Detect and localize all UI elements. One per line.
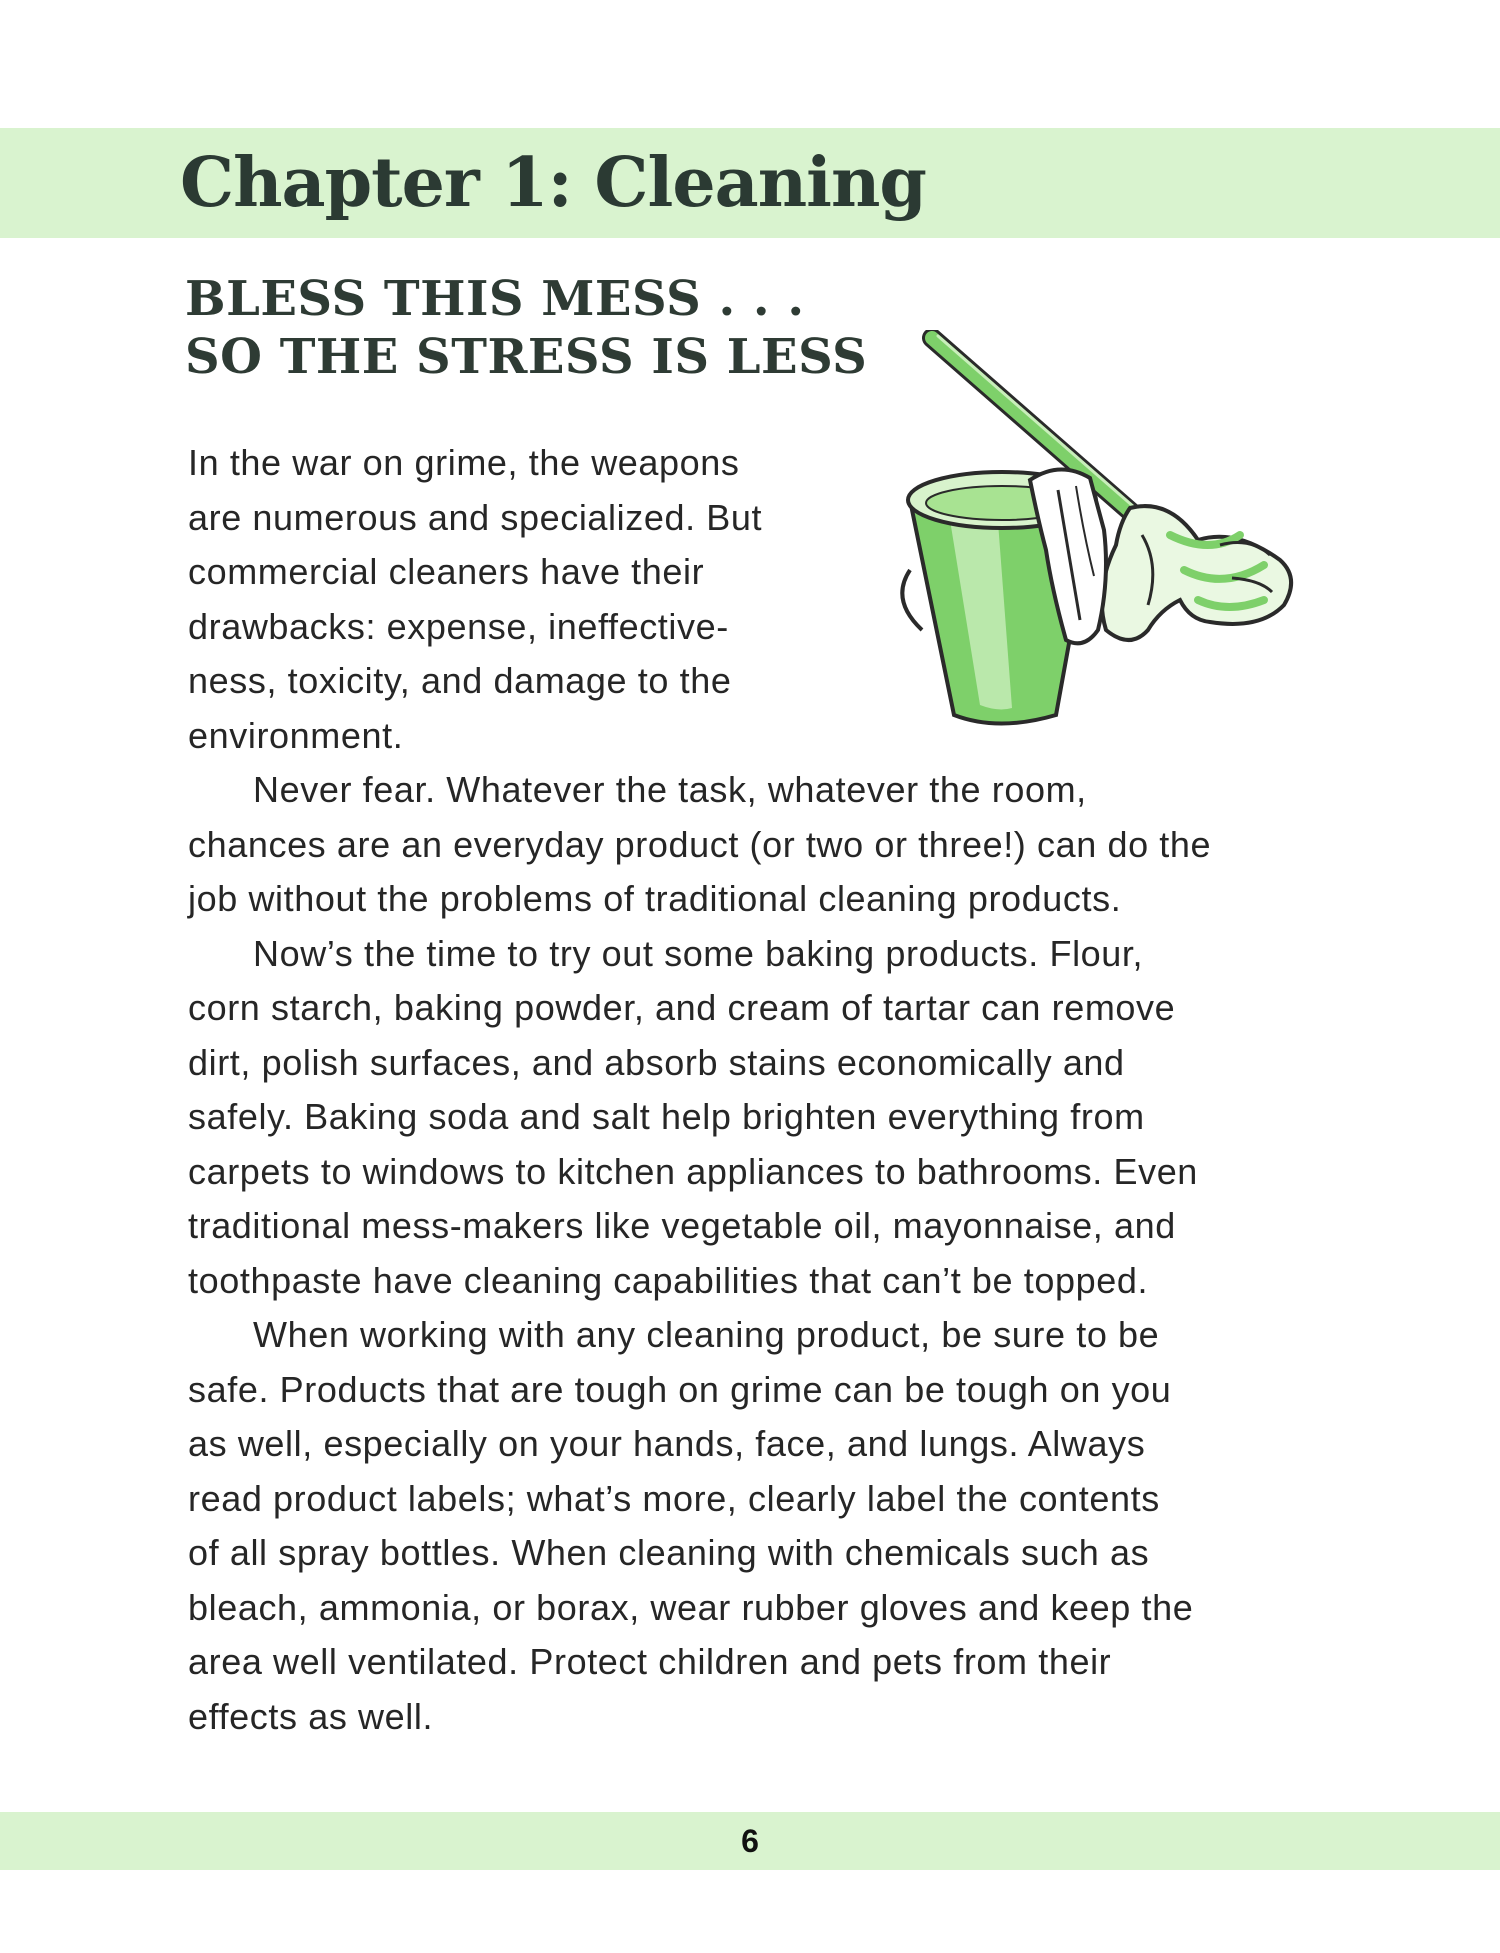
body-line: carpets to windows to kitchen appliances to bathrooms. Even <box>188 1150 1198 1192</box>
chapter-title: Chapter 1: Cleaning <box>180 143 926 223</box>
body-line: corn starch, baking powder, and cream of tartar can remove <box>188 987 1176 1028</box>
body-line: of all spray bottles. When cleaning with chemicals such as <box>188 1532 1150 1573</box>
body-line: safe. Products that are tough on grime can be tough on you <box>188 1368 1172 1410</box>
body-line: ness, toxicity, and damage to the <box>188 660 732 701</box>
body-line: environment. <box>188 714 404 756</box>
body-line: dirt, polish surfaces, and absorb stains economically and <box>188 1041 1125 1083</box>
paragraph-first-line: When working with any cleaning product, be sure to be <box>253 1314 1160 1355</box>
body-line: drawbacks: expense, ineffective- <box>188 605 729 647</box>
paragraph-first-line: Never fear. Whatever the task, whatever the room, <box>253 769 1087 810</box>
body-line: are numerous and specialized. But <box>188 496 763 538</box>
body-line: chances are an everyday product (or two or three!) can do the <box>188 823 1212 865</box>
body-line: effects as well. <box>188 1695 434 1737</box>
body-line: as well, especially on your hands, face, and lungs. Always <box>188 1423 1146 1464</box>
page-number: 6 <box>741 1823 759 1859</box>
body-line: traditional mess-makers like vegetable oil, mayonnaise, and <box>188 1205 1176 1246</box>
section-heading-line: BLESS THIS MESS . . . <box>185 271 805 327</box>
section-heading-line: SO THE STRESS IS LESS <box>185 329 868 385</box>
body-line: read product labels; what’s more, clearly label the contents <box>188 1477 1160 1519</box>
body-line: commercial cleaners have their <box>188 551 705 592</box>
body-line: area well ventilated. Protect children and pets from their <box>188 1641 1112 1682</box>
body-line: toothpaste have cleaning capabilities that can’t be topped. <box>188 1259 1149 1301</box>
body-text <box>188 436 1368 1744</box>
section-heading <box>185 270 867 386</box>
paragraph-first-line: Now’s the time to try out some baking products. Flour, <box>253 932 1144 974</box>
body-line: In the war on grime, the weapons <box>188 442 740 483</box>
body-line: bleach, ammonia, or borax, wear rubber gloves and keep the <box>188 1586 1194 1628</box>
body-line: job without the problems of traditional cleaning products. <box>188 878 1122 919</box>
body-line: safely. Baking soda and salt help brighten everything from <box>188 1096 1145 1137</box>
